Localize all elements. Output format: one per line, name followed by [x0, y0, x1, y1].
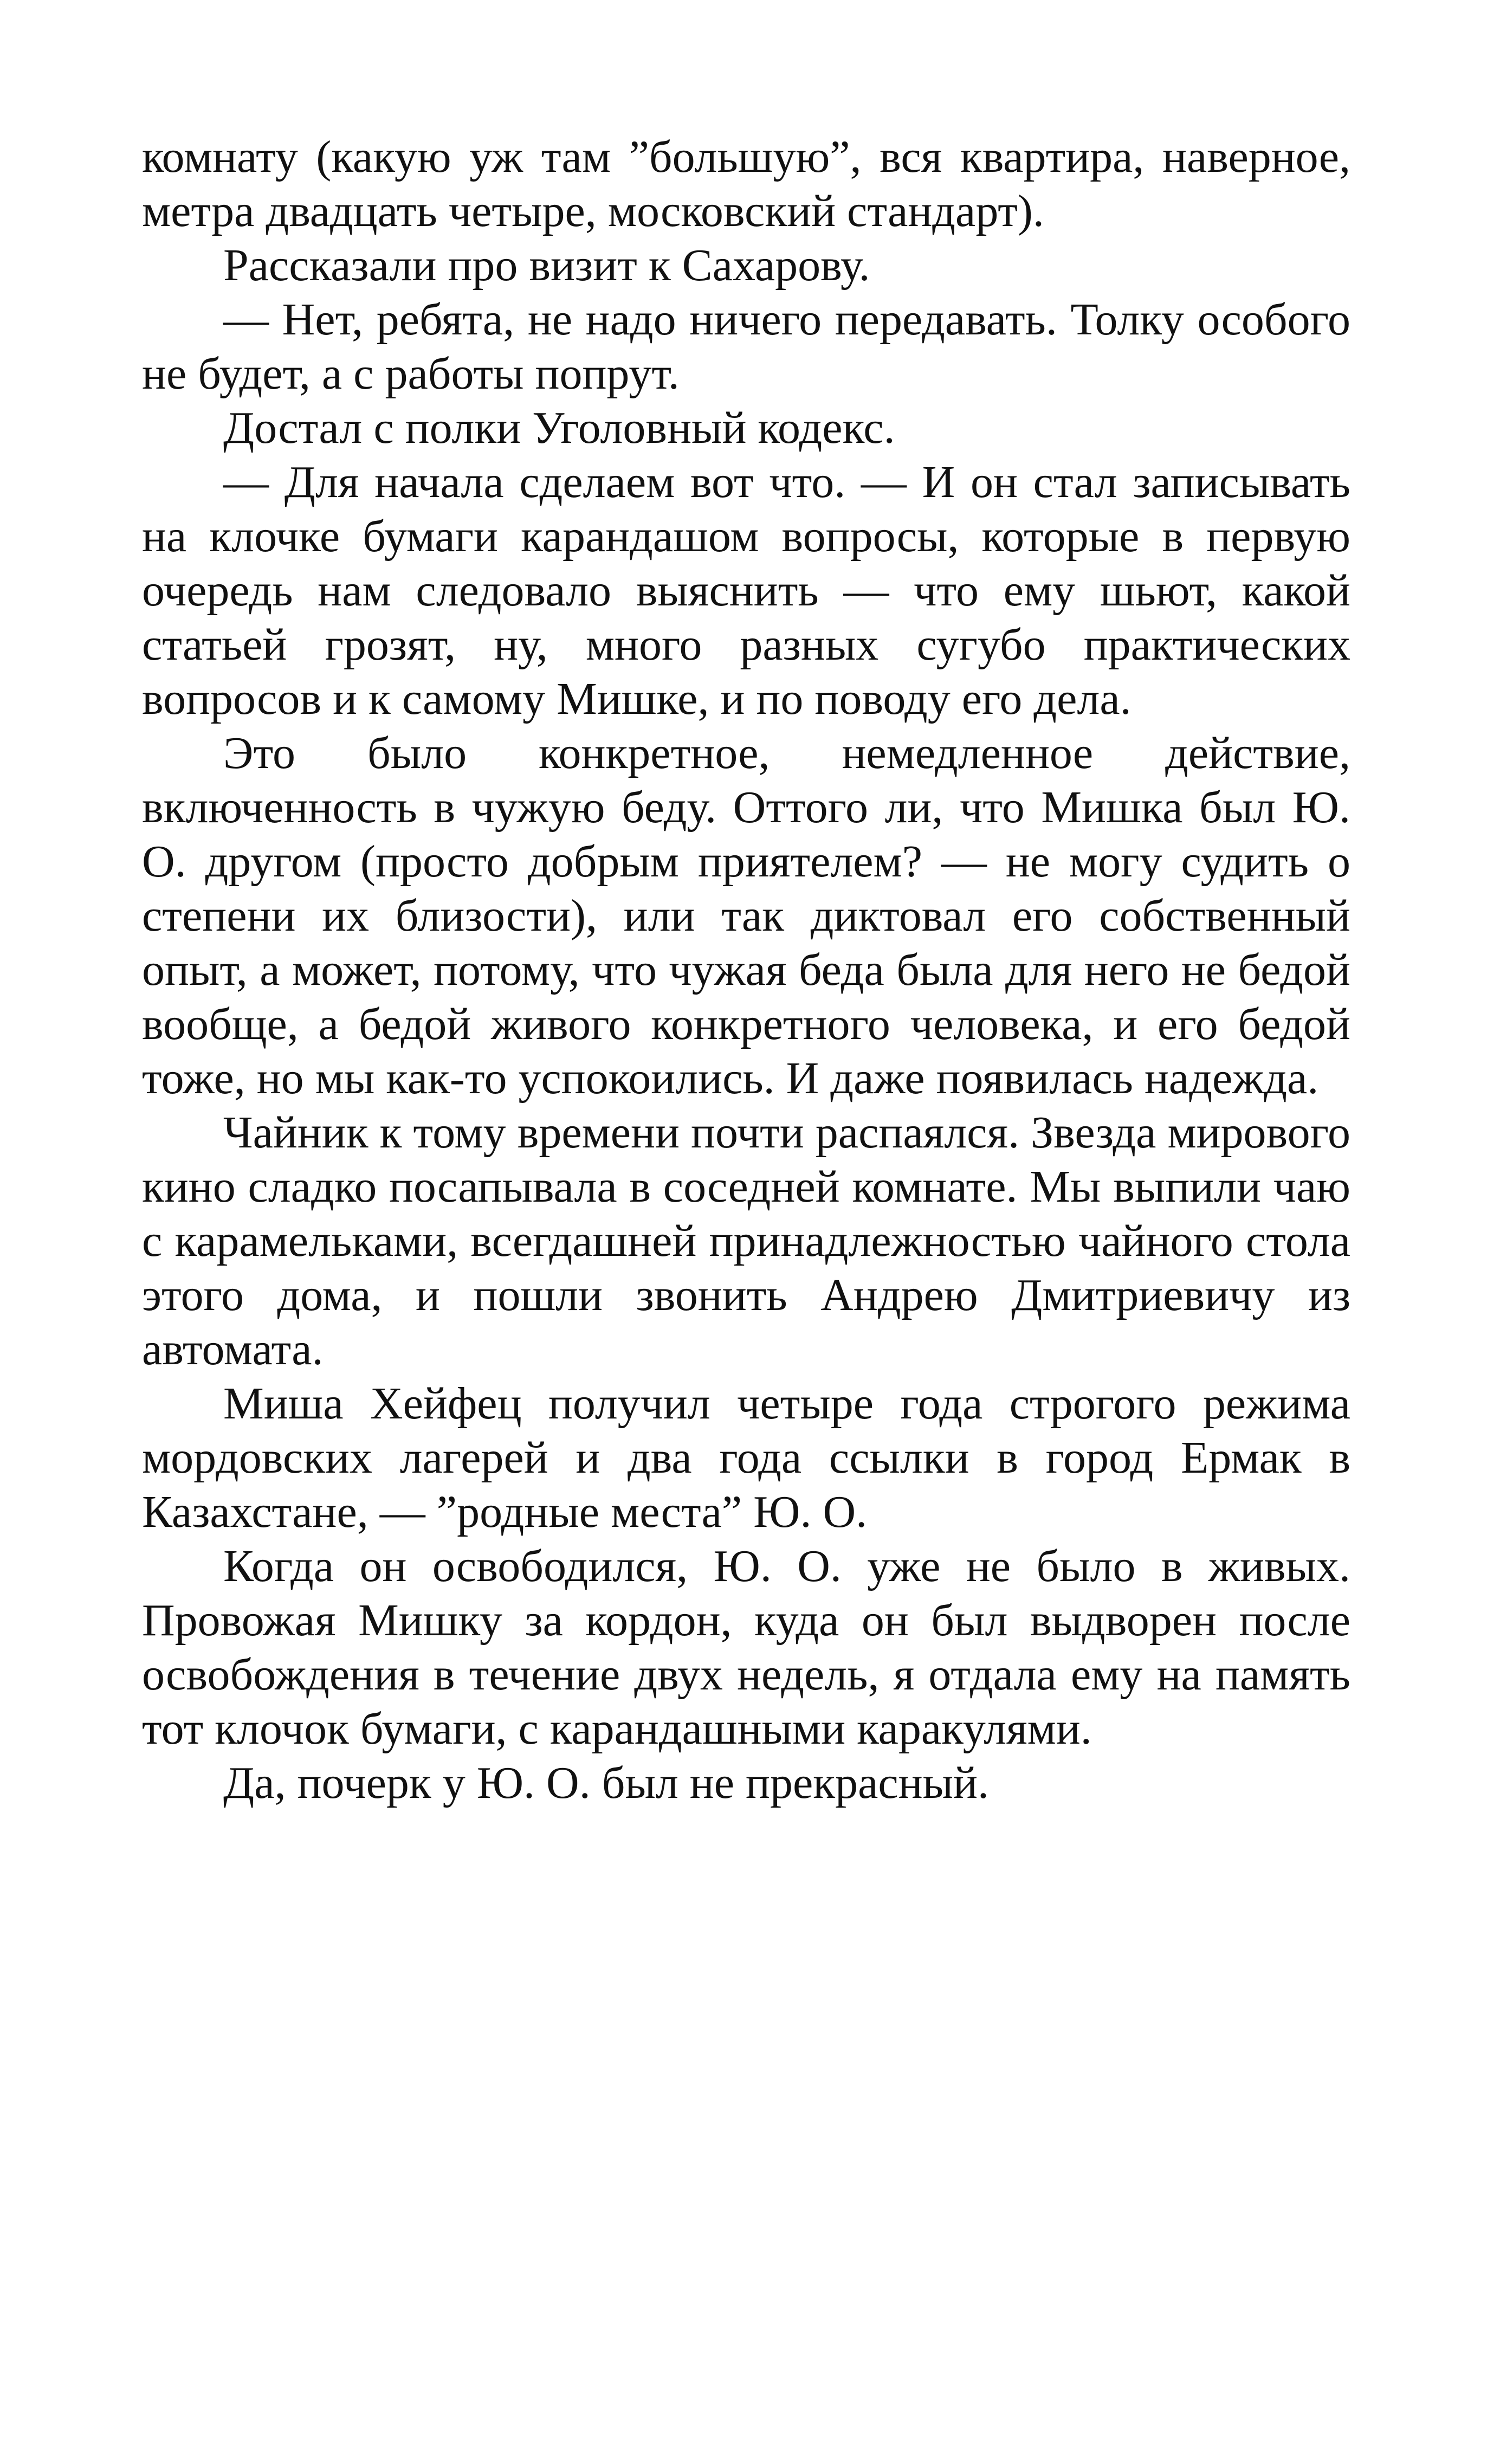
paragraph: Когда он освободился, Ю. О. уже не было в живых. Провожая Мишку за кордон, куда он был выдворен после освобождения в течение двух недель, я отдала ему на память тот клочок бумаги, с карандашными каракулями. [142, 1541, 1350, 1754]
paragraph-final: Да, почерк у Ю. О. был не прекрасный. [223, 1758, 989, 1808]
paragraph-dialogue: — Для начала сделаем вот что. — И он стал записывать на клочке бумаги карандашом вопросы, которые в первую очередь нам следовало выяснить — что ему шьют, какой статьей грозят, ну, много разных сугубо практических вопросов и к самому Мишке, и по поводу его дела. [142, 457, 1350, 724]
paragraph: Миша Хейфец получил четыре года строгого режима мордовских лагерей и два года ссылки в город Ермак в Казахстане, — ”родные места” Ю. О. [142, 1378, 1350, 1537]
paragraph-continuation: комнату (какую уж там ”большую”, вся квартира, наверное, метра двадцать четыре, московский стандарт). [142, 132, 1350, 236]
paragraph: Это было конкретное, немедленное действие, включенность в чужую беду. Оттого ли, что Мишка был Ю. О. другом (просто добрым приятелем? — не могу судить о степени их близости), или так диктовал его собственный опыт, а может, потому, что чужая беда была для него не бедой вообще, а бедой живого конкретного человека, и его бедой тоже, но мы как-то успокоились. И даже появилась надежда. [142, 728, 1350, 1104]
paragraph: Чайник к тому времени почти распаялся. Звезда мирового кино сладко посапывала в соседней комнате. Мы выпили чаю с карамельками, всегдашней принадлежностью чайного стола этого дома, и пошли звонить Андрею Дмитриевичу из автомата. [142, 1107, 1350, 1375]
book-page [142, 130, 1350, 1810]
paragraph: Рассказали про визит к Сахарову. [223, 240, 870, 291]
paragraph-dialogue: — Нет, ребята, не надо ничего передавать. Толку особого не будет, а с работы попрут. [142, 294, 1350, 399]
paragraph: Достал с полки Уголовный кодекс. [223, 403, 895, 453]
